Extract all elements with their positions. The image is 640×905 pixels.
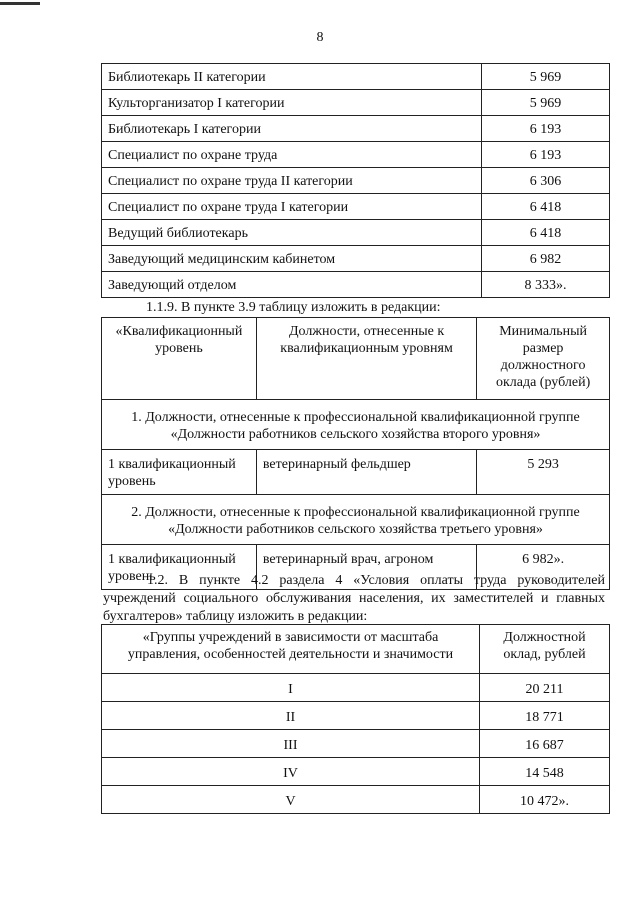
position-cell: Культорганизатор I категории	[102, 90, 482, 116]
salary-cell: 6 418	[482, 194, 610, 220]
table-row	[102, 674, 610, 702]
header-institution-groups: «Группы учреждений в зависимости от масштаба управления, особенностей деятельности и значимости	[102, 625, 480, 674]
salary-cell: 6 193	[482, 116, 610, 142]
salary-cell: 6 193	[482, 142, 610, 168]
salary-cell: 20 211	[480, 674, 610, 702]
header-salary: Должностной оклад, рублей	[480, 625, 610, 674]
header-qualification-level: «Квалификационный уровень	[102, 318, 257, 400]
position-cell: Специалист по охране труда II категории	[102, 168, 482, 194]
salary-cell: 8 333».	[482, 272, 610, 298]
salary-cell: 10 472».	[480, 786, 610, 814]
table-header-row	[102, 318, 610, 400]
table-row	[102, 220, 610, 246]
table-row	[102, 194, 610, 220]
positions-cell: ветеринарный фельдшер	[256, 450, 476, 495]
header-positions: Должности, отнесенные к квалификационным уровням	[256, 318, 476, 400]
position-cell: Заведующий отделом	[102, 272, 482, 298]
salary-cell: 6 982	[482, 246, 610, 272]
group-cell: V	[102, 786, 480, 814]
paragraph-1-1-9: 1.1.9. В пункте 3.9 таблицу изложить в редакции:	[146, 300, 441, 315]
group-heading-1: 1. Должности, отнесенные к профессиональной квалификационной группе «Должности работников сельского хозяйства второго уровня»	[102, 400, 610, 450]
salary-cell: 16 687	[480, 730, 610, 758]
group-row	[102, 495, 610, 545]
salary-table-positions	[101, 63, 610, 298]
position-cell: Специалист по охране труда I категории	[102, 194, 482, 220]
table-header-row	[102, 625, 610, 674]
group-row	[102, 400, 610, 450]
institution-groups-salary-table	[101, 624, 610, 814]
paragraph-1-2: 1.2. В пункте 4.2 раздела 4 «Условия оплаты труда руководителей учреждений социального обслуживания населения, их заместителей и главных бухгалтеров» таблицу изложить в редакции:	[103, 573, 605, 624]
level-cell: 1 квалификационный уровень	[102, 545, 257, 590]
salary-cell: 5 293	[477, 450, 610, 495]
group-cell: IV	[102, 758, 480, 786]
salary-cell: 14 548	[480, 758, 610, 786]
group-cell: III	[102, 730, 480, 758]
table-row	[102, 758, 610, 786]
table-row	[102, 786, 610, 814]
positions-cell: ветеринарный врач, агроном	[256, 545, 476, 590]
position-cell: Библиотекарь II категории	[102, 64, 482, 90]
header-min-salary: Минимальный размер должностного оклада (рублей)	[477, 318, 610, 400]
salary-cell: 18 771	[480, 702, 610, 730]
salary-cell: 6 982».	[477, 545, 610, 590]
salary-cell: 5 969	[482, 90, 610, 116]
level-cell: 1 квалификационный уровень	[102, 450, 257, 495]
table-row	[102, 116, 610, 142]
group-cell: I	[102, 674, 480, 702]
table-row	[102, 64, 610, 90]
salary-cell: 6 418	[482, 220, 610, 246]
position-cell: Заведующий медицинским кабинетом	[102, 246, 482, 272]
table-row	[102, 168, 610, 194]
qualification-salary-table	[101, 317, 610, 590]
scan-corner-mark	[0, 2, 40, 5]
table-row	[102, 90, 610, 116]
group-cell: II	[102, 702, 480, 730]
page-number: 8	[316, 30, 324, 45]
table-row	[102, 730, 610, 758]
group-heading-2: 2. Должности, отнесенные к профессиональной квалификационной группе «Должности работников сельского хозяйства третьего уровня»	[102, 495, 610, 545]
table-row	[102, 272, 610, 298]
position-cell: Ведущий библиотекарь	[102, 220, 482, 246]
salary-cell: 5 969	[482, 64, 610, 90]
position-cell: Специалист по охране труда	[102, 142, 482, 168]
table-row	[102, 246, 610, 272]
position-cell: Библиотекарь I категории	[102, 116, 482, 142]
table-row	[102, 450, 610, 495]
table-row	[102, 142, 610, 168]
table-row	[102, 702, 610, 730]
salary-cell: 6 306	[482, 168, 610, 194]
